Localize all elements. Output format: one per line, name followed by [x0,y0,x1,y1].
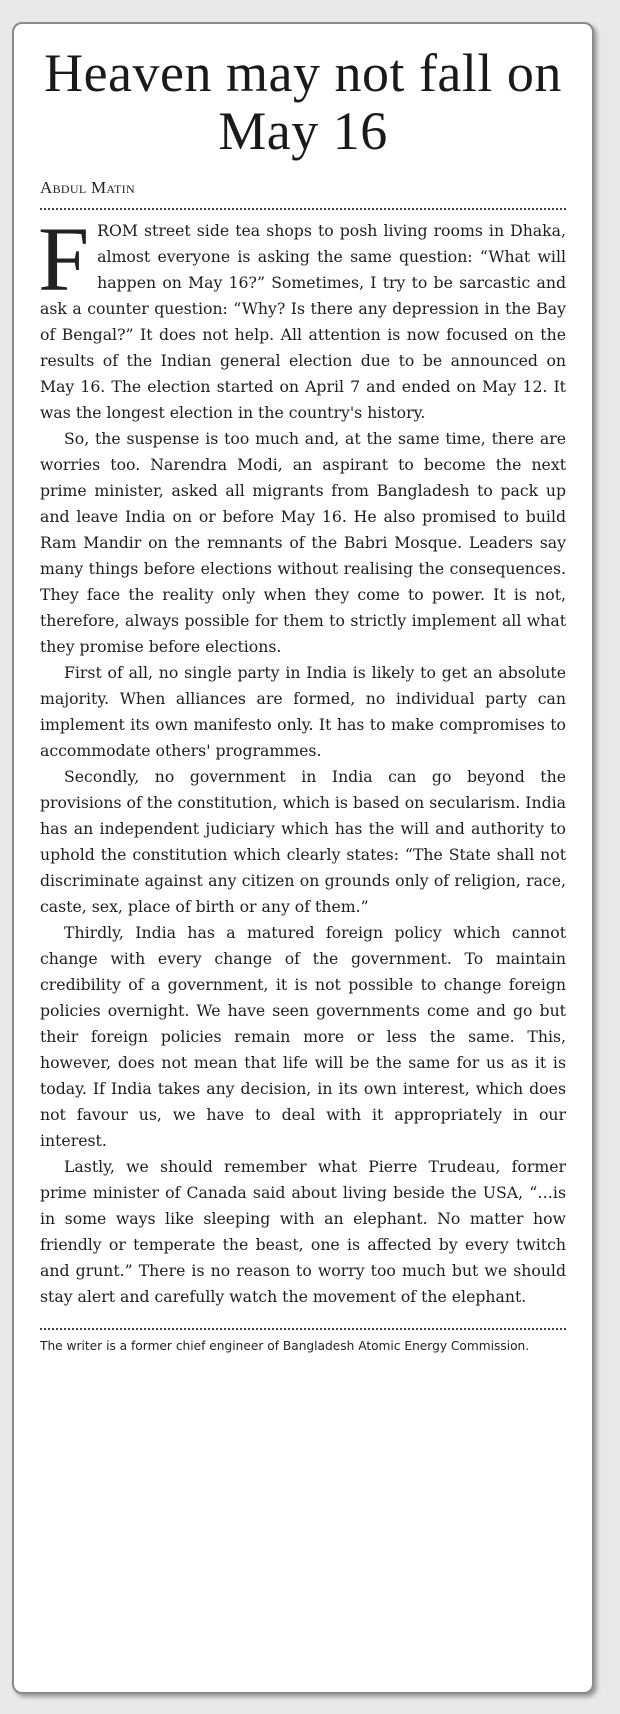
article-container [40,44,566,1355]
paragraph-5: Thirdly, India has a matured foreign policy which cannot change with every change of the government. To maintain credibility of a government, it is not possible to change foreign policies overnight. We have seen governments come and go but their foreign policies remain more or less the same. This, however, does not mean that life will be the same for us as it is today. If India takes any decision, in its own interest, which does not favour us, we have to deal with it appropriately in our interest. [40,923,566,1150]
paragraph-3: First of all, no single party in India is likely to get an absolute majority. When alliances are formed, no individual party can implement its own manifesto only. It has to make compromises to accommodate others' programmes. [40,663,566,760]
byline: Abdul Matin [40,178,135,197]
paragraph-1-text: ROM street side tea shops to posh living rooms in Dhaka, almost everyone is asking the same question: “What will happen on May 16?” Sometimes, I try to be sarcastic and ask a counter question: “Why? Is there any depression in the Bay of Bengal?” It does not help. All attention is now focused on the results of the Indian general election due to be announced on May 16. The election started on April 7 and ended on May 12. It was the longest election in the country's history. [40,221,566,422]
paragraph-4: Secondly, no government in India can go beyond the provisions of the constitution, which is based on secularism. India has an independent judiciary which has the will and authority to uphold the constitution which clearly states: “The State shall not discriminate against any citizen on grounds only of religion, race, caste, sex, place of birth or any of them.” [40,767,566,916]
headline: Heaven may not fall on May 16 [44,43,562,161]
article-body [38,208,566,1310]
paragraph-6: Lastly, we should remember what Pierre Trudeau, former prime minister of Canada said about living beside the USA, “…is in some ways like sleeping with an elephant. No matter how friendly or temperate the beast, one is affected by every twitch and grunt.” There is no reason to worry too much but we should stay alert and carefully watch the movement of the elephant. [40,1157,566,1306]
drop-cap: F [38,208,90,310]
author-footnote: The writer is a former chief engineer of Bangladesh Atomic Energy Commission. [40,1339,530,1353]
paragraph-1 [38,208,566,426]
dotted-divider-bottom [40,1328,566,1330]
dotted-divider-top [40,208,566,210]
paragraph-2: So, the suspense is too much and, at the same time, there are worries too. Narendra Modi, an aspirant to become the next prime minister, asked all migrants from Bangladesh to pack up and leave India on or before May 16. He also promised to build Ram Mandir on the remnants of the Babri Mosque. Leaders say many things before elections without realising the consequences. They face the reality only when they come to power. It is not, therefore, always possible for them to strictly implement all what they promise before elections. [40,429,566,656]
article-frame [12,22,594,1694]
